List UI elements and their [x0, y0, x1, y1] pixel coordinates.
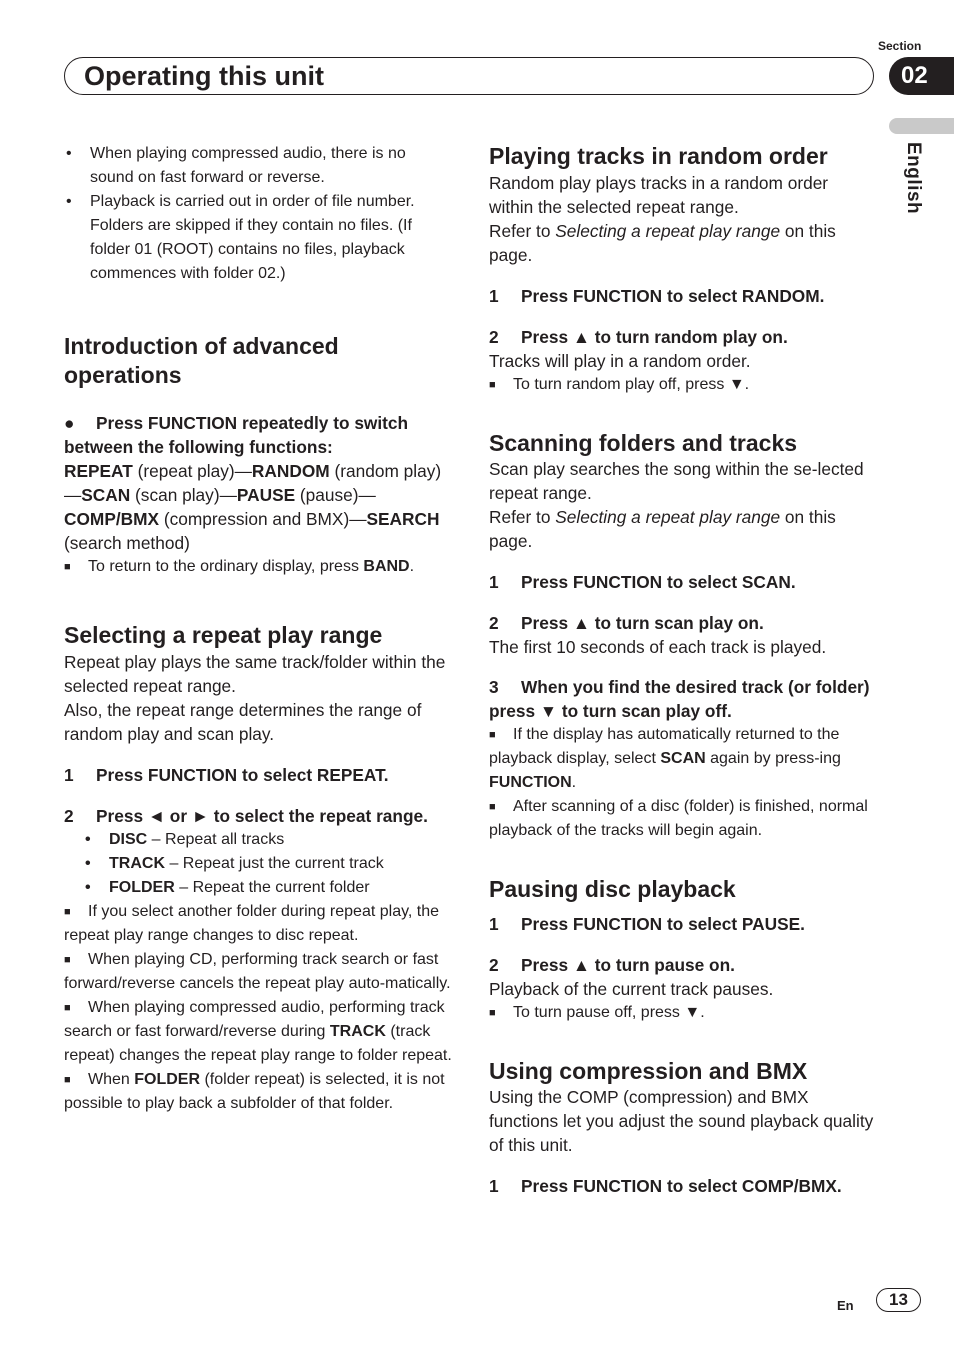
left-column: [64, 142, 452, 1116]
square-bullet-icon: ■: [64, 905, 71, 918]
note-end: .: [409, 558, 415, 575]
section-heading-scan: Scanning folders and tracks: [489, 429, 798, 456]
function-desc: (scan play)—: [130, 485, 237, 505]
refer-text: Refer to: [489, 220, 556, 241]
note: [489, 373, 877, 397]
bullet-text: When playing compressed audio, there is no sound on fast forward or reverse.: [90, 145, 406, 186]
option-name: FOLDER: [109, 878, 175, 896]
note-text: If the display has automatically returned to the playback display, select: [489, 726, 840, 767]
note-text: When: [88, 1070, 135, 1088]
step-1: [489, 284, 877, 308]
note-text: When playing CD, performing track search or fast forward/reverse cancels the repeat play auto-matically.: [64, 950, 451, 992]
step-text: Press FUNCTION to select PAUSE.: [521, 913, 805, 934]
list-item: • TRACK – Repeat just the current track: [85, 854, 384, 872]
section-heading-intro: Introduction of advanced operations: [64, 333, 339, 388]
note-bold: BAND: [363, 558, 410, 575]
step-2: [489, 953, 877, 977]
section-heading-repeat: Selecting a repeat play range: [64, 622, 383, 648]
note: [64, 555, 452, 579]
note-text: After scanning of a disc (folder) is finished, normal playback of the tracks will begin again.: [489, 798, 868, 839]
note-text: When playing compressed audio, performing track search or fast forward/reverse during: [64, 998, 445, 1040]
note-text: To turn random play off, press ▼.: [513, 375, 750, 393]
step-2: [489, 325, 877, 349]
body-text: Also, the repeat range determines the range of random play and scan play.: [64, 699, 422, 744]
note-text: (track repeat) changes the repeat play range to folder repeat.: [64, 1022, 452, 1064]
option-name: DISC: [109, 830, 148, 848]
step-number: 1: [489, 572, 499, 592]
step-number: 2: [489, 613, 499, 633]
step-text: Press ▲ to turn pause on.: [521, 954, 735, 975]
note-text: (folder repeat) is selected, it is not possible to play back a subfolder of that folder.: [64, 1070, 445, 1112]
square-bullet-icon: ■: [64, 561, 71, 573]
square-bullet-icon: ■: [64, 953, 71, 966]
step-number: 2: [64, 805, 74, 826]
note: [489, 723, 877, 795]
body-text: Playback of the current track pauses.: [489, 978, 774, 999]
function-name: RANDOM: [251, 461, 330, 481]
section-heading-pause: Pausing disc playback: [489, 876, 736, 902]
note: [64, 948, 452, 996]
square-bullet-icon: ■: [64, 1073, 71, 1086]
note-bold: SCAN: [660, 750, 706, 767]
bullet-text: Playback is carried out in order of file number. Folders are skipped if they contain no files. (If folder 01 (ROOT) contains no files, playback commences with folder 02.): [90, 193, 415, 282]
section-number-badge: 02: [889, 57, 954, 95]
function-desc: (search method): [64, 533, 190, 553]
square-bullet-icon: ■: [489, 801, 496, 813]
section-label: Section: [878, 39, 922, 53]
list-item: • FOLDER – Repeat the current folder: [85, 878, 370, 896]
body-text: Random play plays tracks in a random order within the selected repeat range.: [489, 172, 829, 217]
step-number: 2: [489, 954, 499, 975]
step-text: Press ▲ to turn random play on.: [521, 326, 788, 347]
list-item: • DISC – Repeat all tracks: [85, 830, 285, 848]
language-tab: [889, 118, 954, 134]
list-item: • When playing compressed audio, there is no sound on fast forward or reverse.: [66, 145, 406, 186]
square-bullet-icon: ■: [489, 378, 496, 391]
refer-text: on this page.: [489, 507, 836, 551]
function-desc: (random play)—: [64, 461, 442, 505]
step-1: [489, 570, 877, 594]
function-desc: (repeat play)—: [132, 461, 252, 481]
refer-text: Refer to: [489, 507, 556, 527]
step-1: [489, 1174, 877, 1198]
step-text: When you find the desired track (or folder) press ▼ to turn scan play off.: [489, 677, 870, 721]
step-text: Press FUNCTION to select RANDOM.: [521, 285, 825, 306]
body-text: The first 10 seconds of each track is played.: [489, 637, 827, 657]
note: [489, 1001, 877, 1025]
body-text: Using the COMP (compression) and BMX functions let you adjust the sound playback quality of this unit.: [489, 1087, 874, 1155]
note: [64, 900, 452, 948]
function-name: REPEAT: [64, 461, 133, 481]
body-text: Tracks will play in a random order.: [489, 350, 751, 371]
function-name: SCAN: [81, 485, 131, 505]
step-number: 3: [489, 677, 499, 697]
note-bold: FOLDER: [134, 1070, 201, 1088]
square-bullet-icon: ■: [64, 1001, 71, 1014]
step-number: 1: [489, 1176, 499, 1196]
body-text: Scan play searches the song within the se-lected repeat range.: [489, 459, 864, 503]
body-text: Repeat play plays the same track/folder within the selected repeat range.: [64, 651, 446, 696]
refer-text: on this page.: [489, 220, 836, 265]
instruction-text: Press FUNCTION repeatedly to switch between the following functions:: [64, 413, 409, 457]
note: [489, 795, 877, 843]
note-bold: TRACK: [329, 1022, 386, 1040]
note: [64, 1068, 452, 1116]
refer-link-text: Selecting a repeat play range: [555, 507, 781, 527]
option-desc: – Repeat just the current track: [165, 854, 384, 872]
body-text: [489, 219, 877, 267]
function-list: [64, 459, 452, 555]
intro-instruction: ● Press FUNCTION repeatedly to switch between the following functions:: [64, 413, 409, 457]
option-desc: – Repeat the current folder: [174, 878, 370, 896]
step-2: [489, 611, 877, 635]
page-number: 13: [876, 1288, 921, 1312]
note-text: If you select another folder during repeat play, the repeat play range changes to disc repeat.: [64, 902, 440, 944]
footer-language: En: [837, 1298, 854, 1313]
step-1: [489, 912, 877, 936]
language-label: English: [903, 142, 924, 215]
note-bold: FUNCTION: [489, 774, 572, 791]
page-title: Operating this unit: [84, 61, 324, 91]
section-heading-comp: Using compression and BMX: [489, 1057, 808, 1084]
note-text: To return to the ordinary display, press: [88, 558, 364, 575]
square-bullet-icon: ■: [489, 729, 496, 741]
square-bullet-icon: ■: [489, 1006, 496, 1019]
step-number: 1: [489, 285, 499, 306]
function-name: COMP/BMX: [64, 509, 160, 529]
section-heading-random: Playing tracks in random order: [489, 143, 828, 169]
function-name: SEARCH: [366, 509, 440, 529]
step-text: Press ◄ or ► to select the repeat range.: [96, 805, 428, 826]
step-text: Press FUNCTION to select COMP/BMX.: [521, 1176, 842, 1196]
list-item: • Playback is carried out in order of file number. Folders are skipped if they contain no files. (If folder 01 (ROOT) contains no files, playback commences with folder 02.): [66, 193, 415, 282]
note-text: .: [571, 774, 577, 791]
step-text: Press FUNCTION to select SCAN.: [521, 572, 796, 592]
function-name: PAUSE: [236, 485, 296, 505]
function-desc: (compression and BMX)—: [159, 509, 367, 529]
step-number: 1: [489, 913, 499, 934]
refer-link-text: Selecting a repeat play range: [555, 220, 781, 241]
note-text: To turn pause off, press ▼.: [513, 1003, 705, 1021]
body-text: [489, 505, 877, 553]
note: [64, 996, 452, 1068]
step-text: Press ▲ to turn scan play on.: [521, 613, 764, 633]
step-text: Press FUNCTION to select REPEAT.: [96, 764, 389, 785]
note-text: again by press-ing: [705, 750, 841, 767]
step-3: [489, 675, 877, 723]
right-column: [489, 142, 877, 1198]
step-2: [64, 804, 452, 828]
step-number: 2: [489, 326, 499, 347]
option-name: TRACK: [109, 854, 165, 872]
step-number: 1: [64, 764, 74, 785]
step-1: [64, 763, 452, 787]
function-desc: (pause)—: [295, 485, 376, 505]
option-desc: – Repeat all tracks: [147, 830, 285, 848]
